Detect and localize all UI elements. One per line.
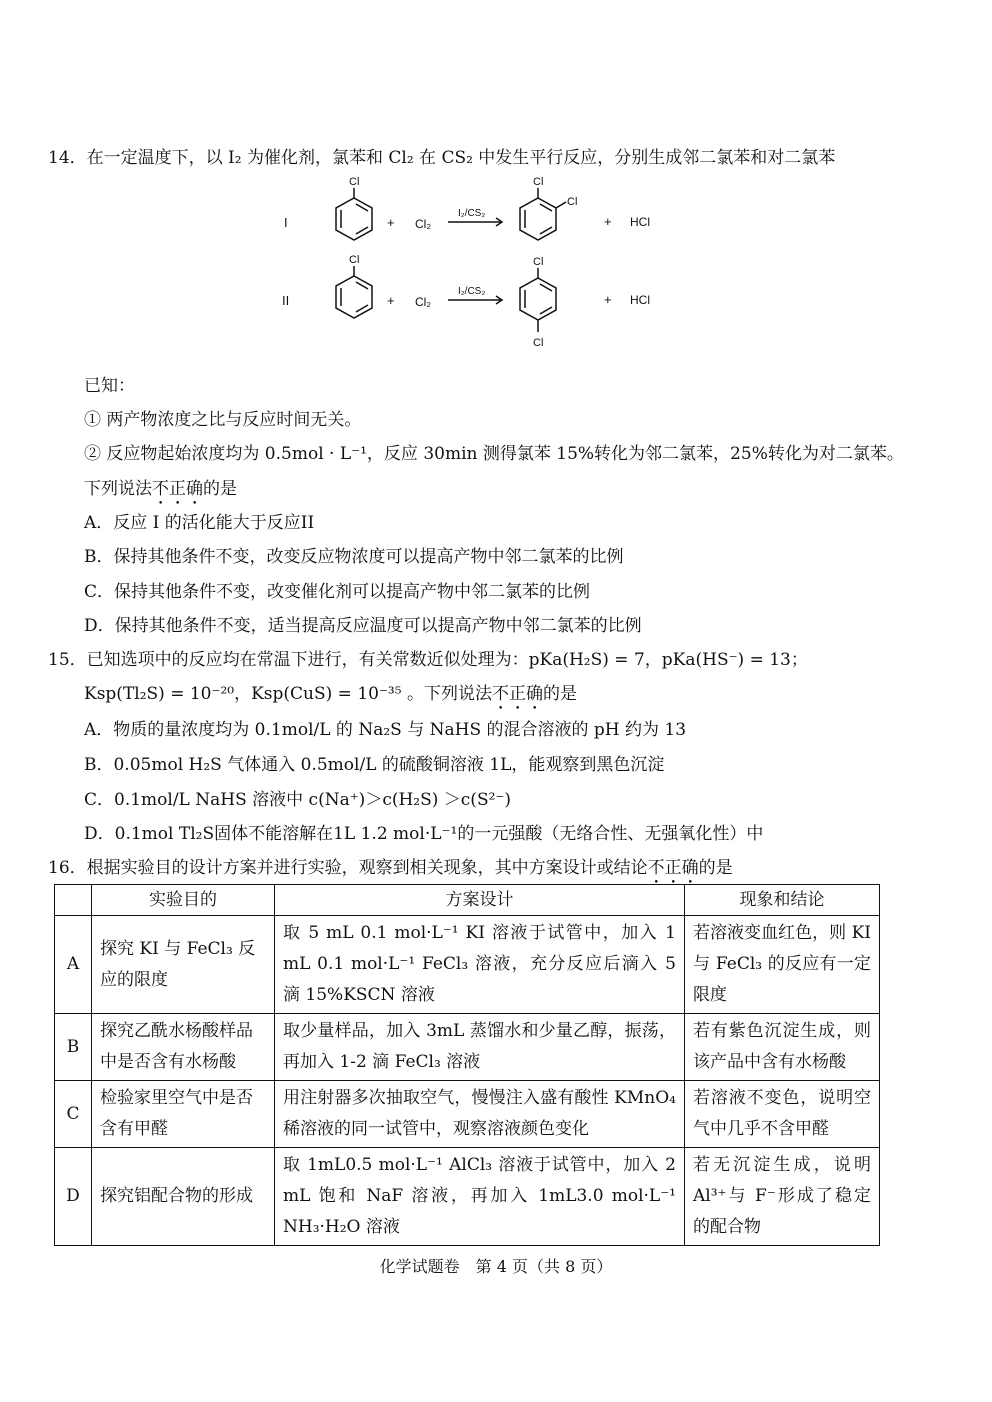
q15-option-b: B．0.05mol H₂S 气体通入 0.5mol/L 的硫酸铜溶液 1L，能观察到黑色沉淀 [84,755,665,775]
reagent-label: Cl₂ [415,295,431,309]
row-result: 若溶液变血红色，则 KI 与 FeCl₃ 的反应有一定限度 [685,916,880,1014]
row-label: C [55,1081,92,1148]
cl-label: Cl [533,337,544,349]
plus-sign: + [387,215,395,230]
plus-sign: + [387,293,395,308]
question-text: 下列说法 [84,479,152,499]
table-header: 现象和结论 [685,885,880,916]
row-result: 若有紫色沉淀生成，则该产品中含有水杨酸 [685,1014,880,1081]
page-footer: 化学试题卷 第 4 页（共 8 页） [379,1257,613,1276]
row-result: 若溶液不变色，说明空气中几乎不含甲醛 [685,1081,880,1148]
cl-label: Cl [533,176,544,188]
known-title: 已知： [84,376,135,396]
byproduct-label: HCl [630,293,650,307]
row-aim: 探究铝配合物的形成 [92,1148,275,1246]
question-text: 的是 [203,479,237,499]
q15-stem-1: 15．已知选项中的反应均在常温下进行，有关常数近似处理为：pKa(H₂S) = 7，pKa(HS⁻) = 13； [48,650,808,670]
known-2: ② 反应物起始浓度均为 0.5mol · L⁻¹，反应 30min 测得氯苯 15%转化为邻二氯苯，25%转化为对二氯苯。 [84,444,904,464]
q15-option-d: D．0.1mol Tl₂S固体不能溶解在1L 1.2 mol·L⁻¹的一元强酸（无络合性、无强氧化性）中 [84,824,764,844]
question-text: Ksp(Tl₂S) = 10⁻²⁰，Ksp(CuS) = 10⁻³⁵ 。下列说法 [84,684,492,704]
table-row [55,1148,880,1246]
row-aim: 检验家里空气中是否含有甲醛 [92,1081,275,1148]
row-label: A [55,916,92,1014]
row-design: 取少量样品，加入 3mL 蒸馏水和少量乙醇，振荡，再加入 1-2 滴 FeCl₃ 溶液 [275,1014,685,1081]
experiment-table [54,884,880,1246]
row-label: B [55,1014,92,1081]
cl-label: Cl [533,256,544,268]
cl-label: Cl [567,196,578,208]
catalyst-label: I₂/CS₂ [458,208,486,219]
q15-stem-2 [84,682,577,714]
plus-sign: + [604,292,612,307]
q14-stem: 14．在一定温度下，以 I₂ 为催化剂，氯苯和 Cl₂ 在 CS₂ 中发生平行反应，分别生成邻二氯苯和对二氯苯 [48,148,836,168]
reagent-label: Cl₂ [415,217,431,231]
table-row [55,1014,880,1081]
row-design: 取 1mL0.5 mol·L⁻¹ AlCl₃ 溶液于试管中，加入 2 mL 饱和 NaF 溶液，再加入 1mL3.0 mol·L⁻¹ NH₃·H₂O 溶液 [275,1148,685,1246]
table-row [55,1081,880,1148]
q15-option-c: C．0.1mol/L NaHS 溶液中 c(Na⁺)＞c(H₂S) ＞c(S²⁻) [84,790,512,810]
table-header: 方案设计 [275,885,685,916]
row-aim: 探究乙酰水杨酸样品中是否含有水杨酸 [92,1014,275,1081]
table-header: 实验目的 [92,885,275,916]
row-design: 取 5 mL 0.1 mol·L⁻¹ KI 溶液于试管中，加入 1 mL 0.1 mol·L⁻¹ FeCl₃ 溶液，充分反应后滴入 5 滴 15%KSCN 溶液 [275,916,685,1014]
cl-label: Cl [349,176,360,188]
catalyst-label: I₂/CS₂ [458,286,486,297]
row-result: 若无沉淀生成，说明 Al³⁺与 F⁻形成了稳定的配合物 [685,1148,880,1246]
table-header-row [55,885,880,916]
row-aim: 探究 KI 与 FeCl₃ 反应的限度 [92,916,275,1014]
table-header [55,885,92,916]
reaction-roman: I [284,215,288,230]
reaction-roman: II [282,293,290,308]
known-1: ① 两产物浓度之比与反应时间无关。 [84,410,362,430]
emphasis-text: 不正确 [491,684,543,704]
question-text: 16．根据实验目的设计方案并进行实验，观察到相关现象，其中方案设计或结论 [48,858,648,878]
reaction-scheme [270,168,690,364]
plus-sign: + [604,214,612,229]
question-text: 的是 [698,858,733,878]
table-row [55,916,880,1014]
row-design: 用注射器多次抽取空气，慢慢注入盛有酸性 KMnO₄ 稀溶液的同一试管中，观察溶液颜色变化 [275,1081,685,1148]
byproduct-label: HCl [630,215,650,229]
cl-label: Cl [349,254,360,266]
reaction-diagram [270,168,690,364]
row-label: D [55,1148,92,1246]
q14-question [84,477,237,509]
q14-option-c: C．保持其他条件不变，改变催化剂可以提高产物中邻二氯苯的比例 [84,582,591,602]
q15-option-a: A．物质的量浓度均为 0.1mol/L 的 Na₂S 与 NaHS 的混合溶液的 pH 约为 13 [84,720,687,740]
q14-option-a: A．反应 I 的活化能大于反应II [84,513,315,533]
q14-option-d: D．保持其他条件不变，适当提高反应温度可以提高产物中邻二氯苯的比例 [84,616,642,636]
emphasis-text: 不正确 [152,479,203,499]
emphasis-text: 不正确 [647,858,699,878]
q14-option-b: B．保持其他条件不变，改变反应物浓度可以提高产物中邻二氯苯的比例 [84,547,624,567]
question-text: 的是 [542,684,577,704]
